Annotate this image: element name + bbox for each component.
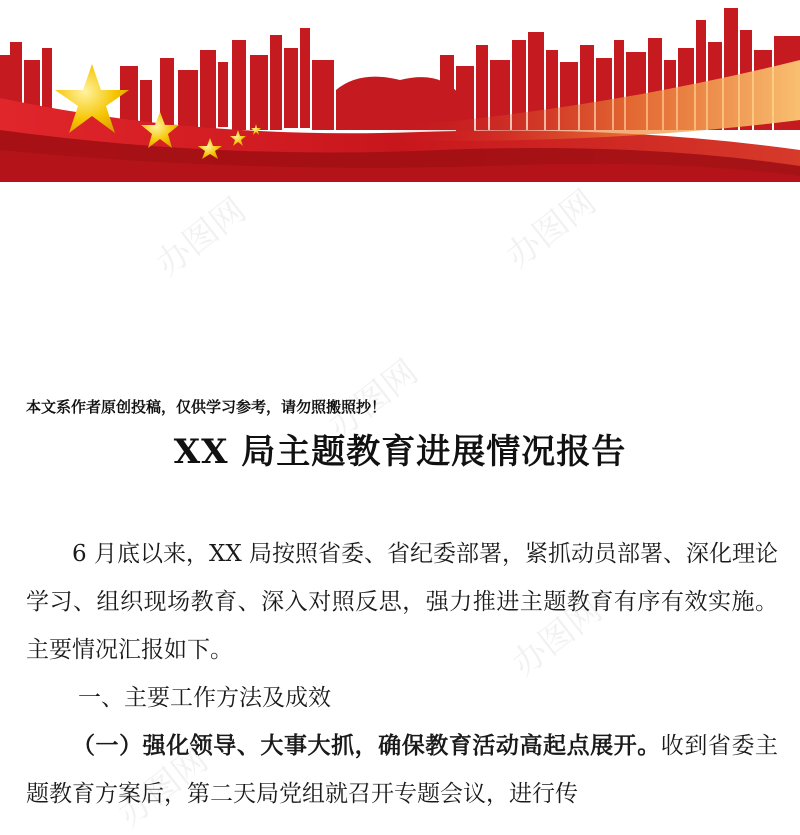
subsection-paragraph xyxy=(26,722,778,818)
watermark: 办图网 xyxy=(110,740,216,835)
copyright-notice: 本文系作者原创投稿，仅供学习参考，请勿照搬照抄！ xyxy=(26,398,387,416)
banner-graphic xyxy=(0,0,800,182)
watermark: 办图网 xyxy=(320,352,426,447)
watermark: 办图网 xyxy=(148,190,254,285)
subsection-text: 收到省委主题教育方案后，第二天局党组就召开专题会议，进行传 xyxy=(26,733,779,807)
section-heading: 一、主要工作方法及成效 xyxy=(78,685,331,711)
intro-paragraph: 6 月底以来，XX 局按照省委、省纪委部署，紧抓动员部署、深化理论学习、组织现场教育、深入对照反思，强力推进主题教育有序有效实施。主要情况汇报如下。 xyxy=(26,541,779,663)
watermark: 办图网 xyxy=(498,182,604,277)
document-title: XX 局主题教育进展情况报告 xyxy=(173,432,627,472)
subsection-heading: （一）强化领导、大事大抓，确保教育活动高起点展开。 xyxy=(72,732,661,759)
header-banner xyxy=(0,0,800,182)
document-body xyxy=(26,530,778,818)
watermark: 办图网 xyxy=(504,590,610,685)
